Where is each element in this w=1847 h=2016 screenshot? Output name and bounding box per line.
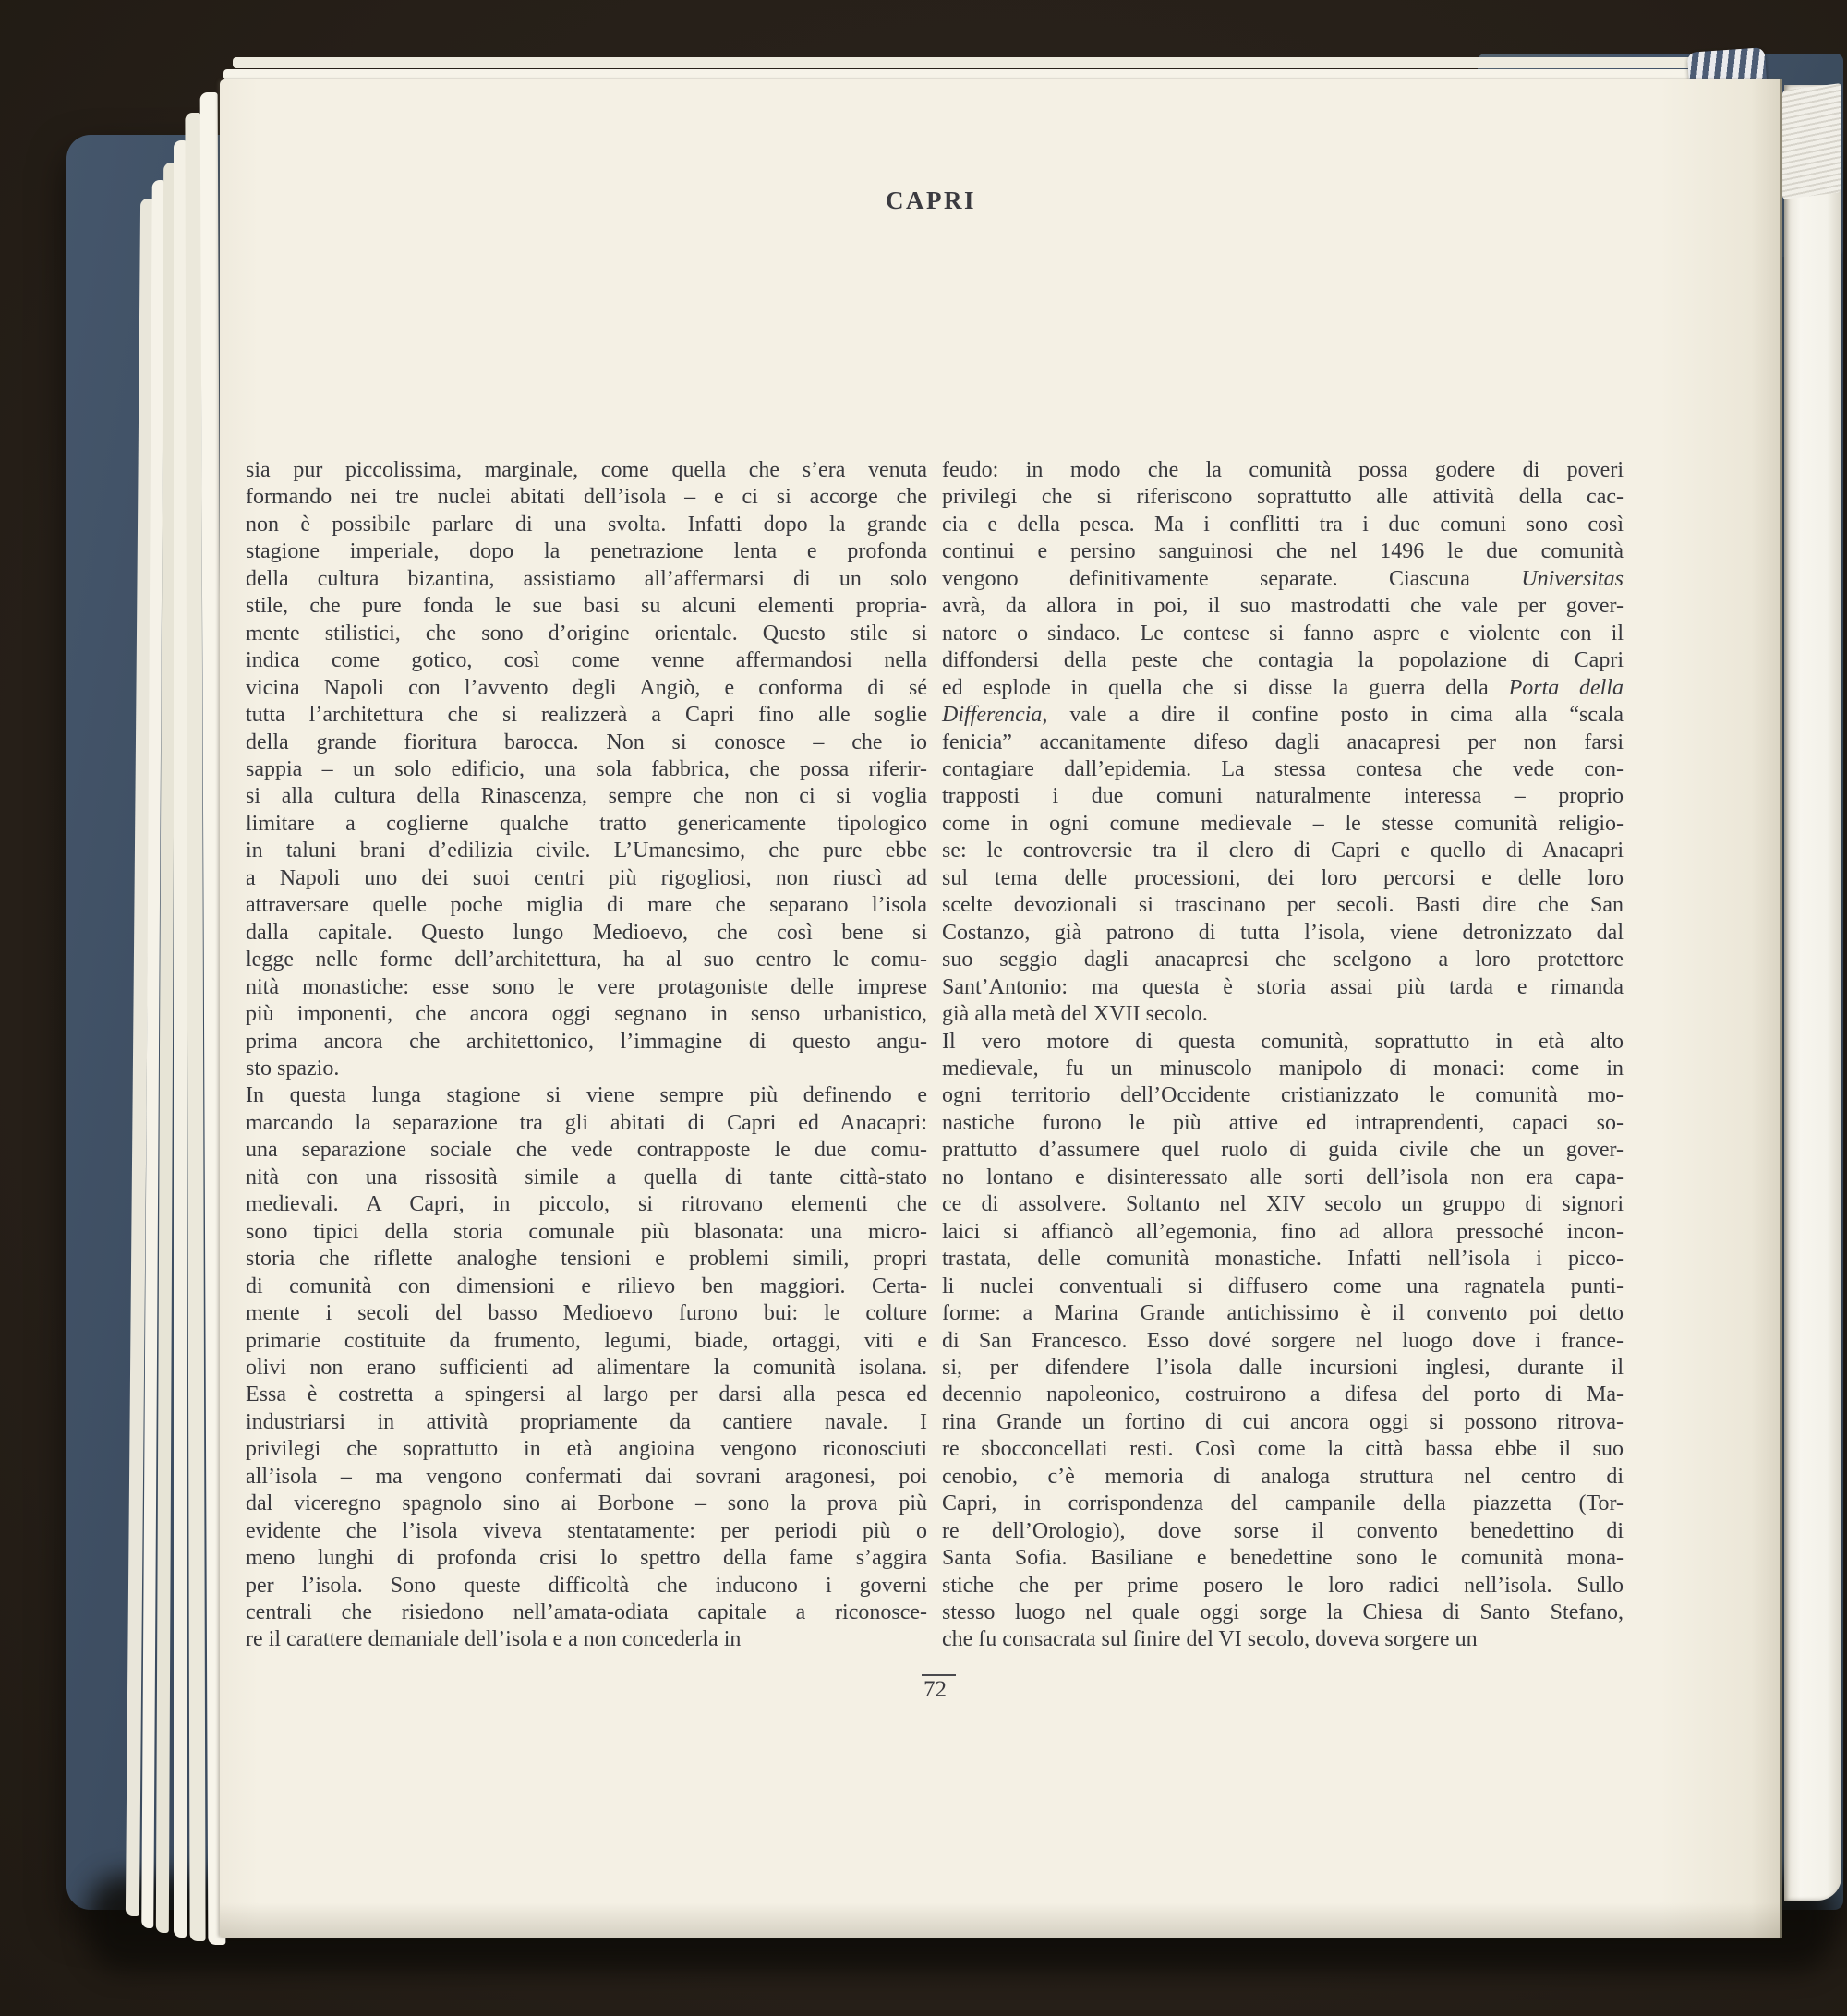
text-line: formando nei tre nuclei abitati dell’isola – e ci si accorge che — [246, 485, 927, 510]
text-line: limitare a coglierne qualche tratto genericamente tipologico — [246, 811, 927, 836]
text-line: indica come gotico, così come venne affermandosi nella — [246, 648, 927, 673]
text-column-right — [942, 457, 1624, 1654]
text-line: vengono definitivamente separate. Ciascuna Universitas — [942, 566, 1624, 591]
text-line: legge nelle forme dell’architettura, ha al suo centro le comu- — [246, 948, 927, 972]
text-line: già alla metà del XVII secolo. — [942, 1002, 1208, 1027]
text-line: laici si affiancò all’egemonia, fino ad allora pressoché incon- — [942, 1219, 1624, 1244]
text-line: Capri, in corrispondenza del campanile della piazzetta (Tor- — [942, 1491, 1624, 1516]
text-line: olivi non erano sufficienti ad alimentare la comunità isolana. — [246, 1355, 927, 1380]
text-line: nità con una rissosità simile a quella di tante città-stato — [246, 1165, 927, 1189]
text-line: re sbocconcellati resti. Così come la città bassa ebbe il suo — [942, 1437, 1624, 1462]
text-line: diffondersi della peste che contagia la popolazione di Capri — [942, 648, 1624, 673]
text-line: decennio napoleonico, costruirono a difesa del porto di Ma- — [942, 1382, 1624, 1407]
facing-page-block — [1784, 85, 1841, 1901]
text-line: sul tema delle processioni, dei loro percorsi e delle loro — [942, 865, 1624, 890]
text-line: prima ancora che architettonico, l’immagine di questo angu- — [246, 1029, 927, 1054]
page-edge-left — [174, 140, 187, 1938]
text-line: Santa Sofia. Basiliane e benedettine sono le comunità mona- — [942, 1546, 1624, 1571]
text-line: in taluni brani d’edilizia civile. L’Umanesimo, che pure ebbe — [246, 839, 927, 863]
fore-edge-lines — [1782, 83, 1841, 199]
text-line: In questa lunga stagione si viene sempre più definendo e — [246, 1083, 927, 1108]
text-line: se: le controversie tra il clero di Capri e quello di Anacapri — [942, 839, 1624, 863]
text-line: che fu consacrata sul finire del VI secolo, doveva sorgere un — [942, 1627, 1478, 1652]
text-line: cia e della pesca. Ma i conflitti tra i due comuni sono così — [942, 512, 1624, 537]
book-page — [220, 79, 1782, 1938]
text-line: evidente che l’isola viveva stentatamente: per periodi più o — [246, 1518, 927, 1543]
text-line: re dell’Orologio), dove sorse il convento benedettino di — [942, 1518, 1624, 1543]
text-line: mente stilistici, che sono d’origine orientale. Questo stile si — [246, 621, 927, 646]
text-line: industriarsi in attività propriamente da cantiere navale. I — [246, 1409, 927, 1434]
text-line: stiche che per prime posero le loro radici nell’isola. Sullo — [942, 1573, 1624, 1598]
text-line: all’isola – ma vengono confermati dai sovrani aragonesi, poi — [246, 1464, 927, 1489]
text-line: a Napoli uno dei suoi centri più rigogliosi, non riuscì ad — [246, 865, 927, 890]
text-line: nità monastiche: esse sono le vere protagoniste delle imprese — [246, 974, 927, 999]
text-line: ed esplode in quella che si disse la guerra della Porta della — [942, 675, 1624, 700]
text-line: della cultura bizantina, assistiamo all’affermarsi di un solo — [246, 566, 927, 591]
text-line: feudo: in modo che la comunità possa godere di poveri — [942, 458, 1624, 482]
text-line: una separazione sociale che vede contrapposte le due comu- — [246, 1138, 927, 1163]
text-line: Differencia, vale a dire il confine posto in cima alla “scala — [942, 703, 1624, 728]
text-line: dalla capitale. Questo lungo Medioevo, che così bene si — [246, 920, 927, 945]
text-line: trapposti i due comuni naturalmente interessa – proprio — [942, 784, 1624, 809]
text-line: cenobio, c’è memoria di analoga struttura nel centro di — [942, 1464, 1624, 1489]
page-edge-top — [233, 57, 1738, 68]
text-line: prattutto d’assumere quel ruolo di guida civile che un gover- — [942, 1138, 1624, 1163]
text-line: Sant’Antonio: ma questa è storia assai più tarda e rimanda — [942, 974, 1624, 999]
text-line: Essa è costretta a spingersi al largo per darsi alla pesca ed — [246, 1382, 927, 1407]
text-line: si alla cultura della Rinascenza, sempre che non ci si voglia — [246, 784, 927, 809]
text-line: continui e persino sanguinosi che nel 1496 le due comunità — [942, 539, 1624, 564]
text-line: sto spazio. — [246, 1056, 340, 1080]
text-line: natore o sindaco. Le contese si fanno aspre e violente con il — [942, 621, 1624, 646]
text-line: re il carattere demaniale dell’isola e a non concederla in — [246, 1627, 742, 1652]
text-line: vicina Napoli con l’avvento degli Angiò, e conforma di sé — [246, 675, 927, 700]
text-line: contagiare dall’epidemia. La stessa contesa che vede con- — [942, 756, 1624, 781]
text-line: marcando la separazione tra gli abitati di Capri ed Anacapri: — [246, 1110, 927, 1135]
text-line: medievali. A Capri, in piccolo, si ritrovano elementi che — [246, 1192, 927, 1217]
text-line: medievale, fu un minuscolo manipolo di monaci: come in — [942, 1056, 1624, 1080]
text-line: primarie costituite da frumento, legumi, biade, ortaggi, viti e — [246, 1328, 927, 1353]
text-line: della grande fioritura barocca. Non si conosce – che io — [246, 730, 927, 754]
running-head: CAPRI — [886, 187, 976, 214]
text-line: stile, che pure fonda le sue basi su alcuni elementi propria- — [246, 594, 927, 619]
text-line: come in ogni comune medievale – le stesse comunità religio- — [942, 811, 1624, 836]
text-line: avrà, da allora in poi, il suo mastrodatti che vale per gover- — [942, 594, 1624, 619]
paragraph — [246, 1082, 927, 1654]
text-line: privilegi che soprattutto in età angioina vengono riconosciuti — [246, 1437, 927, 1462]
text-line: no lontano e disinteressato alle sorti dell’isola non era capa- — [942, 1165, 1624, 1189]
text-line: per l’isola. Sono queste difficoltà che inducono i governi — [246, 1573, 927, 1598]
text-line: li nuclei conventuali si diffusero come una ragnatela punti- — [942, 1274, 1624, 1298]
text-line: meno lunghi di profonda crisi lo spettro della fame s’aggira — [246, 1546, 927, 1571]
text-line: sia pur piccolissima, marginale, come quella che s’era venuta — [246, 458, 927, 482]
text-line: attraversare quelle poche miglia di mare che separano l’isola — [246, 893, 927, 918]
text-line: sappia – un solo edificio, una sola fabbrica, che possa riferir- — [246, 756, 927, 781]
text-column-left — [246, 457, 927, 1654]
text-line: mente i secoli del basso Medioevo furono bui: le colture — [246, 1301, 927, 1326]
text-line: forme: a Marina Grande antichissimo è il convento poi detto — [942, 1301, 1624, 1326]
text-line: di San Francesco. Esso dové sorgere nel luogo dove i france- — [942, 1328, 1624, 1353]
text-line: privilegi che si riferiscono soprattutto alle attività della cac- — [942, 485, 1624, 510]
text-line: Costanzo, già patrono di tutta l’isola, viene detronizzato dal — [942, 920, 1624, 945]
text-columns — [246, 457, 1624, 1654]
text-line: dal viceregno spagnolo sino ai Borbone – sono la prova più — [246, 1491, 927, 1516]
text-line: trastata, delle comunità monastiche. Infatti nell’isola i picco- — [942, 1247, 1624, 1272]
paragraph — [246, 457, 927, 1082]
text-line: non è possibile parlare di una svolta. Infatti dopo la grande — [246, 512, 927, 537]
text-line: suo seggio dagli anacapresi che scelgono a loro protettore — [942, 948, 1624, 972]
text-line: tutta l’architettura che si realizzerà a Capri fino alle soglie — [246, 703, 927, 728]
text-line: stesso luogo nel quale oggi sorge la Chiesa di Santo Stefano, — [942, 1600, 1624, 1625]
text-line: ogni territorio dell’Occidente cristianizzato le comunità mo- — [942, 1083, 1624, 1108]
text-line: di comunità con dimensioni e rilievo ben maggiori. Certa- — [246, 1274, 927, 1298]
paragraph — [942, 1029, 1624, 1654]
text-line: stagione imperiale, dopo la penetrazione lenta e profonda — [246, 539, 927, 564]
paragraph — [942, 457, 1624, 1029]
text-line: Il vero motore di questa comunità, soprattutto in età alto — [942, 1029, 1624, 1054]
text-line: nastiche furono le più attive ed intraprendenti, capaci so- — [942, 1110, 1624, 1135]
text-line: centrali che risiedono nell’amata-odiata capitale a riconosce- — [246, 1600, 927, 1625]
page-number: 72 — [922, 1674, 956, 1703]
text-line: fenicia” accanitamente difeso dagli anacapresi per non farsi — [942, 730, 1624, 754]
text-line: si, per difendere l’isola dalle incursioni inglesi, durante il — [942, 1355, 1624, 1380]
text-line: più imponenti, che ancora oggi segnano in senso urbanistico, — [246, 1002, 927, 1027]
text-line: sono tipici della storia comunale più blasonata: una micro- — [246, 1219, 927, 1244]
text-line: ce di assolvere. Soltanto nel XIV secolo un gruppo di signori — [942, 1192, 1624, 1217]
text-line: rina Grande un fortino di cui ancora oggi si possono ritrova- — [942, 1409, 1624, 1434]
text-line: storia che riflette analoghe tensioni e problemi simili, propri — [246, 1247, 927, 1272]
text-line: scelte devozionali si trascinano per secoli. Basti dire che San — [942, 893, 1624, 918]
